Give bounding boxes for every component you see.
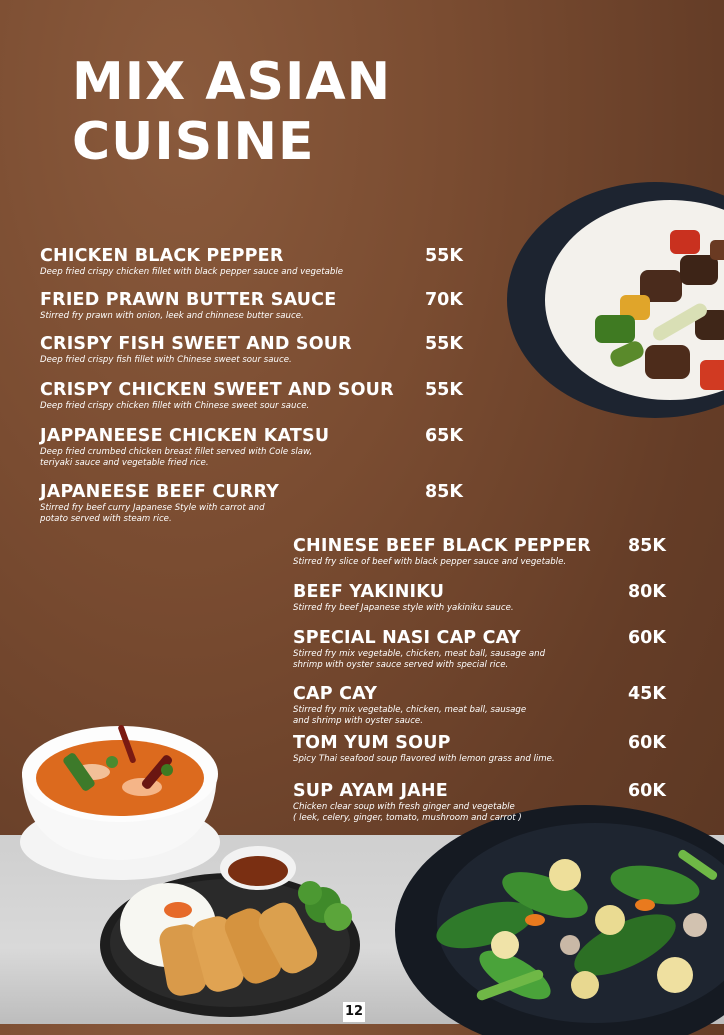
menu-item-japanese-beef-curry [40, 482, 480, 524]
item-name: SUP AYAM JAHE [293, 781, 448, 801]
menu-item-crispy-chicken-sweet-and-sour [40, 380, 480, 412]
item-name: CRISPY CHICKEN SWEET AND SOUR [40, 380, 394, 400]
item-description: Stirred fry beef Japanese style with yakiniku sauce. [293, 603, 514, 613]
item-name: BEEF YAKINIKU [293, 582, 445, 602]
menu-item-beef-yakiniku [293, 582, 693, 614]
menu-item-chicken-katsu [40, 426, 480, 468]
menu-item-tom-yum-soup [293, 733, 693, 765]
item-name: CAP CAY [293, 684, 378, 704]
item-price: 55K [425, 334, 463, 354]
item-price: 55K [425, 380, 463, 400]
item-description: Stirred fry prawn with onion, leek and chinnese butter sauce. [40, 311, 304, 321]
item-price: 55K [425, 246, 463, 266]
title-line-1: MIX ASIAN [72, 52, 392, 112]
item-price: 65K [425, 426, 463, 446]
item-name: JAPPANEESE CHICKEN KATSU [40, 426, 330, 446]
item-name: CHINESE BEEF BLACK PEPPER [293, 536, 591, 556]
page-number: 12 [343, 1002, 365, 1022]
title-line-2: CUISINE [72, 112, 315, 172]
menu-item-cap-cay [293, 684, 693, 726]
menu-item-sup-ayam-jahe [293, 781, 693, 823]
item-price: 60K [628, 781, 666, 801]
item-description: Chicken clear soup with fresh ginger and vegetable ( leek, celery, ginger, tomato, mushroom and carrot ) [293, 802, 522, 823]
menu-item-fried-prawn-butter-sauce [40, 290, 480, 322]
item-name: SPECIAL NASI CAP CAY [293, 628, 521, 648]
item-name: FRIED PRAWN BUTTER SAUCE [40, 290, 337, 310]
item-description: Stirred fry mix vegetable, chicken, meat ball, sausage and shrimp with oyster sauce. [293, 705, 527, 726]
page-title [72, 52, 391, 172]
item-description: Deep fried crispy chicken fillet with black pepper sauce and vegetable [40, 267, 344, 277]
item-description: Deep fried crispy fish fillet with Chinese sweet sour sauce. [40, 355, 292, 365]
item-description: Deep fried crispy chicken fillet with Chinese sweet sour sauce. [40, 401, 310, 411]
item-description: Stirred fry beef curry Japanese Style with carrot and potato served with steam rice. [40, 503, 265, 524]
cap-cay-dish-image [395, 805, 724, 1035]
chicken-katsu-dish-image [98, 845, 363, 1020]
item-price: 70K [425, 290, 463, 310]
item-name: CHICKEN BLACK PEPPER [40, 246, 284, 266]
beef-black-pepper-dish-image [505, 185, 724, 425]
item-name: TOM YUM SOUP [293, 733, 451, 753]
menu-item-special-nasi-cap-cay [293, 628, 693, 670]
item-description: Deep fried crumbed chicken breast fillet served with Cole slaw, teriyaki sauce and vegetable fried rice. [40, 447, 313, 468]
item-name: JAPANEESE BEEF CURRY [40, 482, 280, 502]
item-price: 60K [628, 733, 666, 753]
item-name: CRISPY FISH SWEET AND SOUR [40, 334, 352, 354]
item-price: 80K [628, 582, 666, 602]
item-price: 45K [628, 684, 666, 704]
item-description: Stirred fry mix vegetable, chicken, meat ball, sausage and shrimp with oyster sauce served with special rice. [293, 649, 546, 670]
item-price: 85K [425, 482, 463, 502]
item-price: 85K [628, 536, 666, 556]
menu-item-chinese-beef-black-pepper [293, 536, 693, 568]
item-description: Stirred fry slice of beef with black pepper sauce and vegetable. [293, 557, 567, 567]
menu-item-crispy-fish-sweet-and-sour [40, 334, 480, 366]
item-description: Spicy Thai seafood soup flavored with lemon grass and lime. [293, 754, 555, 764]
item-price: 60K [628, 628, 666, 648]
menu-item-chicken-black-pepper [40, 246, 480, 278]
